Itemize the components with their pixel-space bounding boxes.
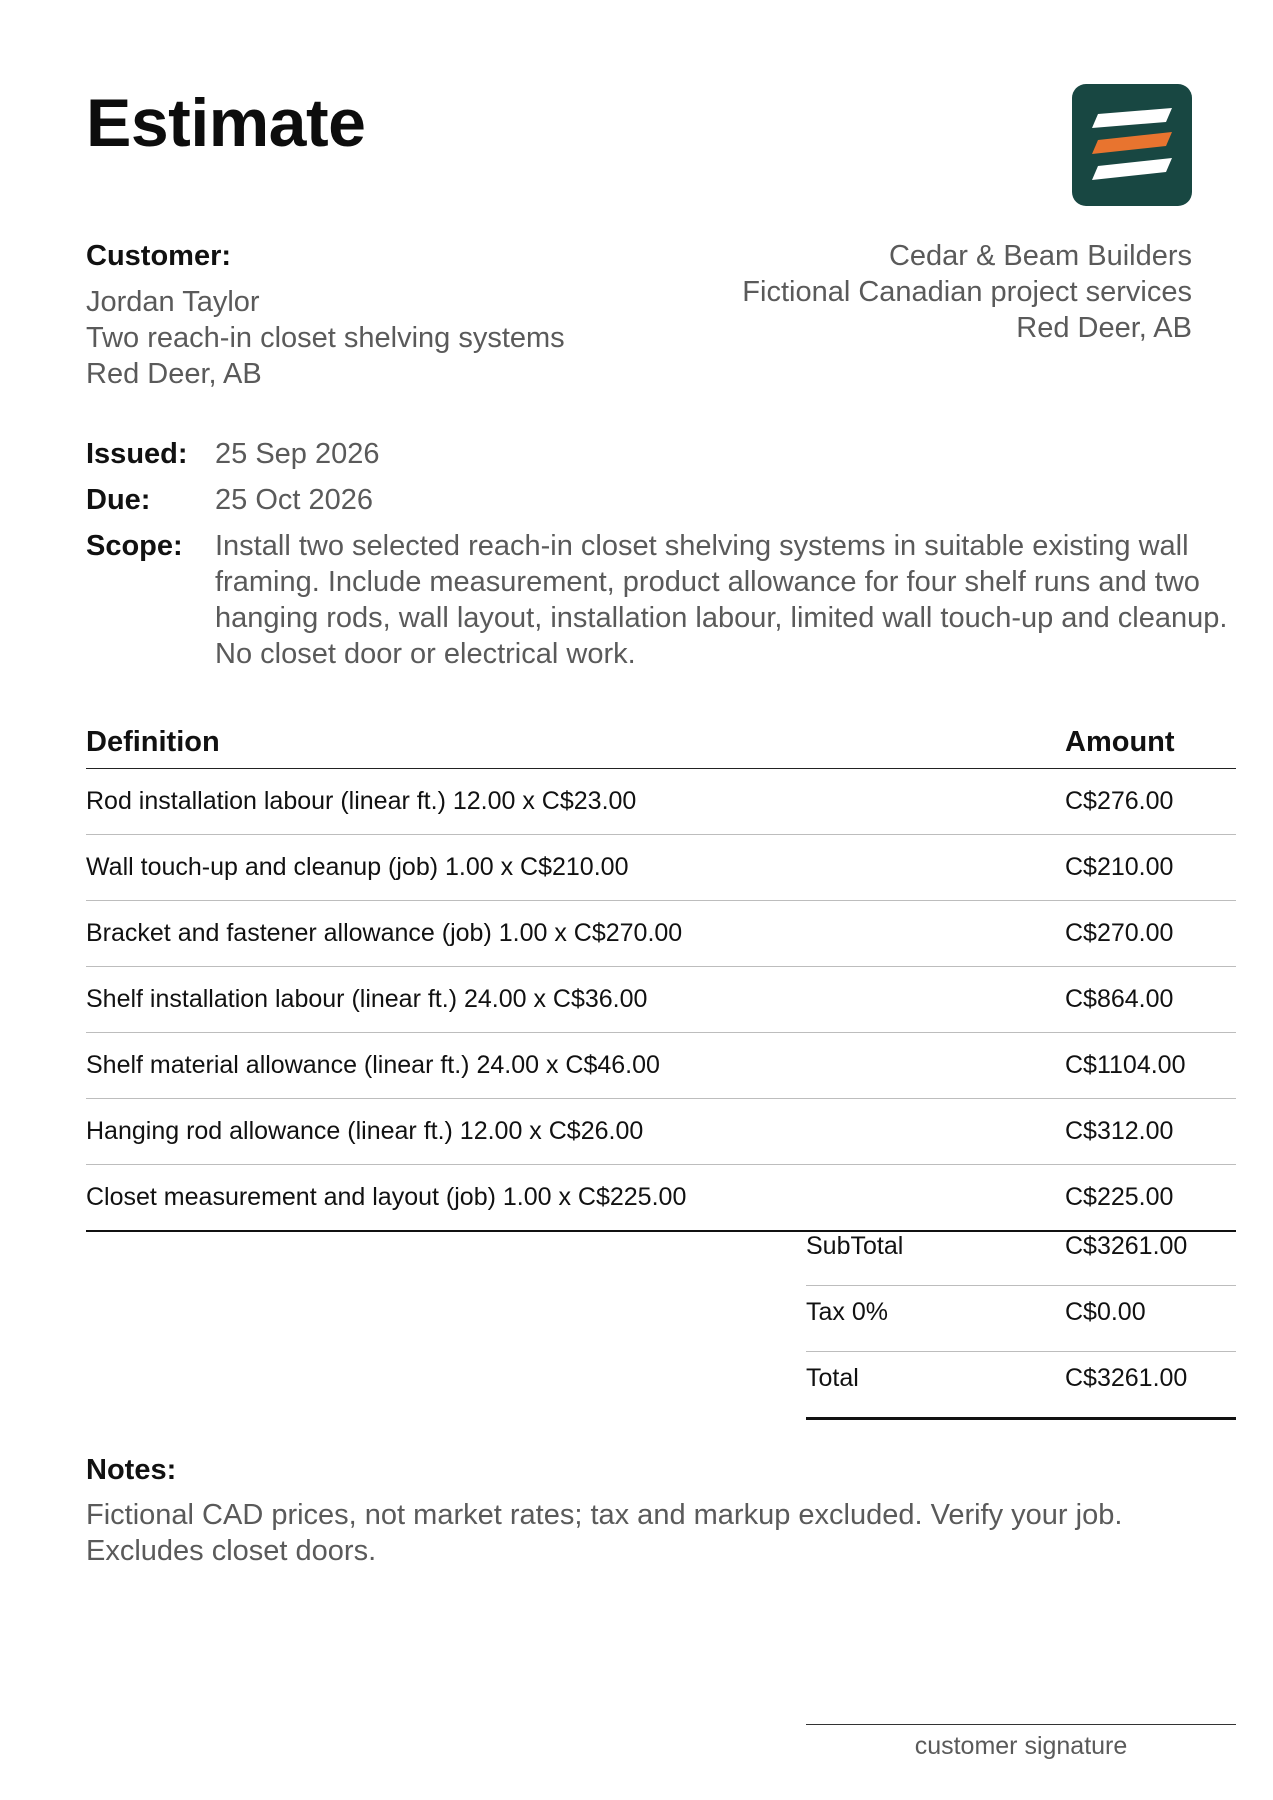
company-logo (1072, 84, 1192, 206)
row-amount: C$864.00 (1065, 985, 1174, 1013)
scope-value: Install two selected reach-in closet shelving systems in suitable existing wall framing. Include measurement, product allowance for four shelf runs and two hanging rods, wall layout, installation labour, limited wall touch-up and cleanup. No closet door or electrical work. (215, 530, 1228, 670)
tax-value: C$0.00 (1065, 1298, 1146, 1326)
page-title: Estimate (86, 85, 366, 161)
row-amount: C$210.00 (1065, 853, 1174, 881)
due-label: Due: (86, 484, 151, 516)
totals-table (806, 1220, 1236, 1420)
signature-line (806, 1724, 1236, 1725)
stacked-layers-icon (1072, 84, 1192, 206)
amount-header: Amount (1065, 726, 1175, 758)
row-definition: Rod installation labour (linear ft.) 12.00 x C$23.00 (86, 787, 637, 815)
table-row (86, 835, 1236, 901)
due-value: 25 Oct 2026 (215, 484, 373, 516)
customer-location: Red Deer, AB (86, 358, 262, 390)
table-header (86, 722, 1236, 769)
row-definition: Wall touch-up and cleanup (job) 1.00 x C$210.00 (86, 853, 629, 881)
row-amount: C$312.00 (1065, 1117, 1174, 1145)
company-name: Cedar & Beam Builders (888, 240, 1192, 272)
company-location: Red Deer, AB (1016, 312, 1192, 344)
company-details (742, 238, 1192, 346)
row-definition: Shelf installation labour (linear ft.) 24.00 x C$36.00 (86, 985, 648, 1013)
notes-text: Fictional CAD prices, not market rates; tax and markup excluded. Verify your job. Excludes closet doors. (86, 1499, 1123, 1567)
table-row (86, 769, 1236, 835)
row-amount: C$1104.00 (1065, 1051, 1186, 1079)
line-items-table (86, 722, 1236, 1232)
issued-label: Issued: (86, 438, 188, 470)
notes-label: Notes: (86, 1454, 177, 1486)
row-definition: Bracket and fastener allowance (job) 1.00 x C$270.00 (86, 919, 683, 947)
signature-label: customer signature (914, 1732, 1128, 1760)
row-definition: Closet measurement and layout (job) 1.00 x C$225.00 (86, 1183, 687, 1211)
customer-project: Two reach-in closet shelving systems (86, 322, 565, 354)
tax-label: Tax 0% (806, 1298, 888, 1326)
tax-row (806, 1286, 1236, 1352)
issued-value: 25 Sep 2026 (215, 438, 380, 470)
table-row (86, 1099, 1236, 1165)
total-label: Total (806, 1364, 859, 1392)
table-row (86, 967, 1236, 1033)
table-row (86, 1033, 1236, 1099)
total-row (806, 1352, 1236, 1420)
customer-label: Customer: (86, 240, 232, 272)
customer-details (86, 284, 565, 392)
scope-label: Scope: (86, 530, 183, 562)
row-amount: C$270.00 (1065, 919, 1174, 947)
subtotal-value: C$3261.00 (1065, 1232, 1188, 1260)
row-definition: Hanging rod allowance (linear ft.) 12.00 x C$26.00 (86, 1117, 644, 1145)
customer-name: Jordan Taylor (86, 286, 260, 318)
definition-header: Definition (86, 726, 220, 758)
company-tagline: Fictional Canadian project services (742, 276, 1192, 308)
subtotal-label: SubTotal (806, 1232, 904, 1260)
table-row (86, 901, 1236, 967)
row-definition: Shelf material allowance (linear ft.) 24.00 x C$46.00 (86, 1051, 660, 1079)
total-value: C$3261.00 (1065, 1364, 1188, 1392)
row-amount: C$225.00 (1065, 1183, 1174, 1211)
subtotal-row (806, 1220, 1236, 1286)
row-amount: C$276.00 (1065, 787, 1174, 815)
